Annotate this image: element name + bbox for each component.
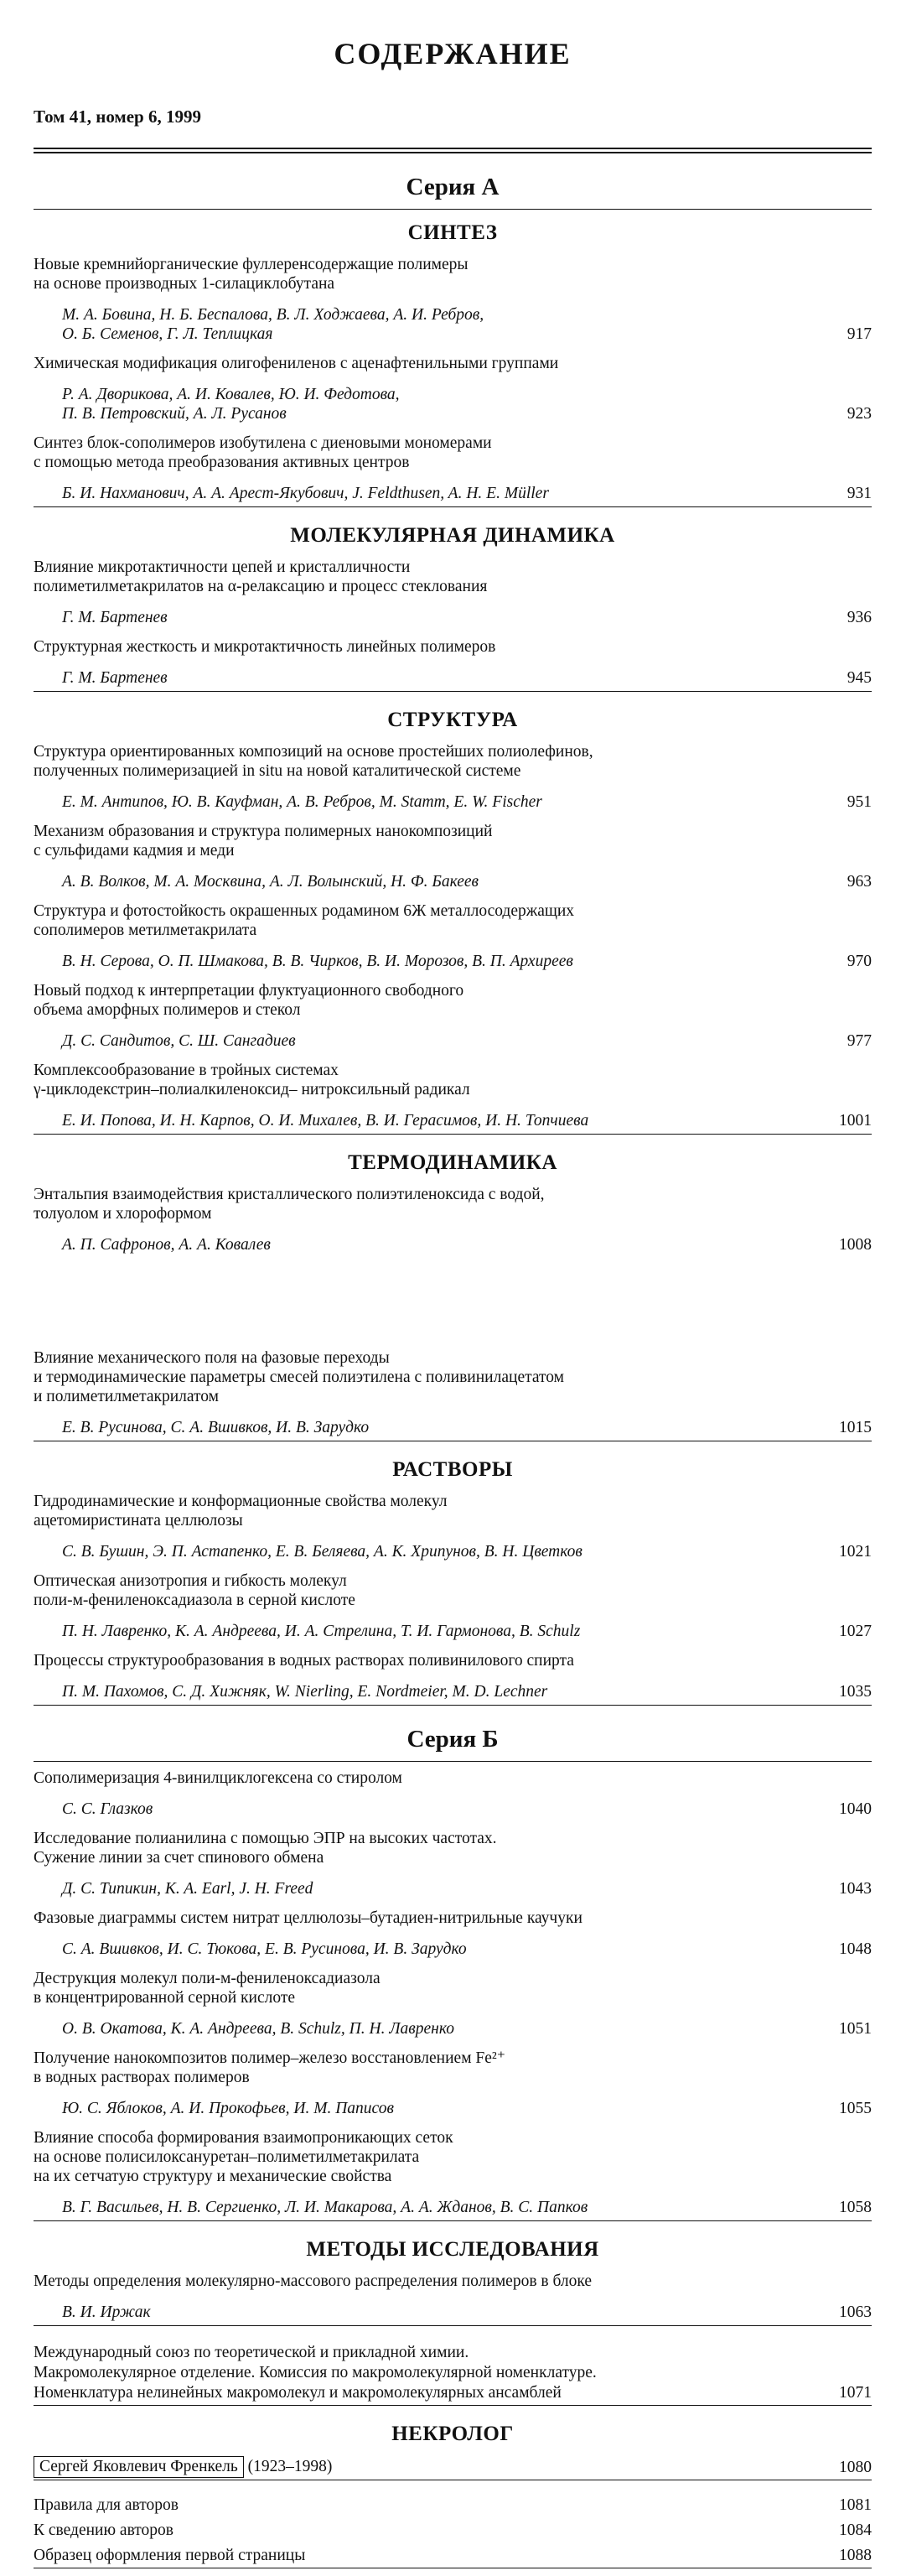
spacer bbox=[34, 2326, 872, 2338]
entry-page-number: 963 bbox=[847, 873, 872, 891]
entry-authors-line: Г. М. Бартенев bbox=[62, 669, 168, 687]
misc-label: Правила для авторов bbox=[34, 2496, 179, 2514]
series-a bbox=[34, 170, 872, 1706]
entry-author-row bbox=[34, 472, 872, 507]
entry-author-row bbox=[34, 1867, 872, 1902]
entry-authors bbox=[34, 305, 821, 344]
entry-page-number: 1027 bbox=[839, 1623, 872, 1640]
entry-page-number: 1084 bbox=[839, 2521, 872, 2539]
entry-authors bbox=[34, 1111, 821, 1130]
entry-authors bbox=[34, 2099, 821, 2118]
entry-authors-line: А. В. Волков, М. А. Москвина, А. Л. Волынский, Н. Ф. Бакеев bbox=[62, 873, 479, 891]
entry-title-line: Гидродинамические и конформационные свойства молекул bbox=[34, 1493, 448, 1510]
entry-author-row bbox=[34, 2186, 872, 2221]
entry-page-number: 923 bbox=[847, 405, 872, 423]
iupac-line: Номенклатура нелинейных макромолекул и макромолекулярных ансамблей bbox=[34, 2384, 562, 2402]
entry-authors-line: Г. М. Бартенев bbox=[62, 609, 168, 626]
entry-title-line: на основе полисилоксануретан–полиметилметакрилата bbox=[34, 2148, 420, 2166]
entry-title-line: объема аморфных полимеров и стекол bbox=[34, 1001, 301, 1019]
entry-title bbox=[34, 1822, 872, 1867]
entry-author-row bbox=[34, 2087, 872, 2122]
entry-title-line: и термодинамические параметры смесей полиэтилена с поливинилацетатом bbox=[34, 1368, 564, 1386]
iupac-text bbox=[34, 2343, 821, 2403]
entry-page-number: 1080 bbox=[839, 2459, 872, 2476]
entry-title bbox=[34, 1644, 872, 1670]
entry-authors bbox=[34, 2303, 821, 2322]
entry-title bbox=[34, 1565, 872, 1610]
section-heading: СТРУКТУРА bbox=[387, 709, 518, 731]
entry-authors-line: Е. М. Антипов, Ю. В. Кауфман, А. В. Ребров, M. Stamm, E. W. Fischer bbox=[62, 793, 542, 811]
entry-author-row bbox=[34, 1928, 872, 1962]
toc-entry[interactable] bbox=[34, 895, 872, 974]
entry-authors bbox=[34, 792, 821, 812]
entry-authors-line: В. И. Иржак bbox=[62, 2303, 151, 2321]
entry-title-line: Сужение линии за счет спинового обмена bbox=[34, 1849, 324, 1867]
toc-entry[interactable] bbox=[34, 1762, 872, 1822]
toc-entry[interactable] bbox=[34, 1962, 872, 2042]
entry-authors-line: Ю. С. Яблоков, А. И. Прокофьев, И. М. Паписов bbox=[62, 2100, 394, 2117]
entry-authors-line: Е. В. Русинова, С. А. Вшивков, И. В. Зарудко bbox=[62, 1419, 370, 1436]
entry-title-line: Новый подход к интерпретации флуктуационного свободного bbox=[34, 982, 464, 1000]
entry-title bbox=[34, 1485, 872, 1530]
entry-page-number: 1088 bbox=[839, 2547, 872, 2564]
entry-page-number: 1071 bbox=[839, 2384, 872, 2402]
entry-authors bbox=[34, 1800, 821, 1819]
entry-authors-line: А. П. Сафронов, А. А. Ковалев bbox=[62, 1236, 271, 1254]
entry-title-line: Новые кремнийорганические фуллеренсодержащие полимеры bbox=[34, 256, 469, 273]
entry-author-row bbox=[34, 2291, 872, 2326]
entry-page-number: 1063 bbox=[839, 2303, 872, 2321]
entry-title-line: Влияние способа формирования взаимопроникающих сеток bbox=[34, 2129, 453, 2147]
entry-title-line: Структура ориентированных композиций на основе простейших полиолефинов, bbox=[34, 743, 593, 761]
entry-author-row bbox=[34, 860, 872, 895]
entry-page-number: 1081 bbox=[839, 2496, 872, 2514]
obituary-years: (1923–1998) bbox=[243, 2458, 333, 2475]
entry-title-line: в концентрированной серной кислоте bbox=[34, 1989, 296, 2007]
entry-title-line: Влияние микротактичности цепей и кристалличности bbox=[34, 558, 411, 576]
toc-entry[interactable] bbox=[34, 248, 872, 347]
toc-entry[interactable] bbox=[34, 1178, 872, 1258]
entry-authors-line: Б. И. Нахманович, А. А. Арест-Якубович, J. Feldthusen, A. H. E. Müller bbox=[62, 485, 549, 502]
series-b-heading: Серия Б bbox=[406, 1726, 499, 1753]
section-heading: МОЛЕКУЛЯРНАЯ ДИНАМИКА bbox=[290, 524, 615, 547]
entry-authors-line: П. Н. Лавренко, К. А. Андреева, И. А. Стрелина, Т. И. Гармонова, B. Schulz bbox=[62, 1623, 581, 1640]
entry-page-number: 1008 bbox=[839, 1236, 872, 1254]
entry-title-line: в водных растворах полимеров bbox=[34, 2069, 250, 2086]
toc-entry[interactable] bbox=[34, 1822, 872, 1902]
entry-authors-line: Д. С. Типикин, K. A. Earl, J. H. Freed bbox=[62, 1880, 313, 1898]
entry-author-row bbox=[34, 373, 872, 427]
entry-title-line: Комплексообразование в тройных системах bbox=[34, 1062, 339, 1079]
toc-entry[interactable] bbox=[34, 1644, 872, 1706]
entry-title bbox=[34, 735, 872, 781]
entry-title bbox=[34, 1762, 872, 1788]
entry-title bbox=[34, 815, 872, 860]
entry-title bbox=[34, 1178, 872, 1223]
series-a-heading: Серия А bbox=[406, 174, 500, 200]
entry-authors bbox=[34, 1940, 821, 1959]
entry-authors-line: Р. А. Дворикова, А. И. Ковалев, Ю. И. Федотова, bbox=[62, 386, 400, 403]
toc-entry[interactable] bbox=[34, 347, 872, 427]
entry-title-line: Структура и фотостойкость окрашенных родамином 6Ж металлосодержащих bbox=[34, 902, 575, 920]
entry-page-number: 1001 bbox=[839, 1112, 872, 1130]
entry-author-row bbox=[34, 1788, 872, 1822]
entry-title-line: поли-м-фениленоксадиазола в серной кислоте bbox=[34, 1592, 355, 1609]
entry-title-line: Механизм образования и структура полимерных нанокомпозиций bbox=[34, 823, 493, 840]
toc-entry[interactable] bbox=[34, 427, 872, 507]
entry-title bbox=[34, 2122, 872, 2186]
entry-title-line: Химическая модификация олигофениленов с аценафтенильными группами bbox=[34, 355, 559, 372]
iupac-line: Макромолекулярное отделение. Комиссия по макромолекулярной номенклатуре. bbox=[34, 2364, 597, 2381]
entry-author-row bbox=[34, 1020, 872, 1054]
misc-entry[interactable] bbox=[34, 2542, 872, 2568]
entry-page-number: 1051 bbox=[839, 2020, 872, 2038]
entry-title bbox=[34, 1962, 872, 2007]
toc-entry[interactable] bbox=[34, 2265, 872, 2326]
series-rule bbox=[34, 209, 872, 210]
entry-authors-line: Д. С. Сандитов, С. Ш. Сангадиев bbox=[62, 1032, 296, 1050]
entry-title-line: на их сетчатую структуру и механические свойства bbox=[34, 2168, 392, 2185]
iupac-entry[interactable] bbox=[34, 2338, 872, 2406]
entry-author-row bbox=[34, 596, 872, 631]
entry-authors bbox=[34, 1879, 821, 1898]
entry-author-row bbox=[34, 293, 872, 347]
toc-entry[interactable] bbox=[34, 815, 872, 895]
entry-title-line: Оптическая анизотропия и гибкость молекул bbox=[34, 1572, 347, 1590]
entry-authors bbox=[34, 385, 821, 423]
entry-title bbox=[34, 347, 872, 373]
entry-authors-line: В. Г. Васильев, Н. В. Сергиенко, Л. И. Макарова, А. А. Жданов, В. С. Папков bbox=[62, 2199, 588, 2216]
entry-page-number: 1058 bbox=[839, 2199, 872, 2216]
page-title: СОДЕРЖАНИЕ bbox=[334, 37, 572, 70]
obituary-name: Сергей Яковлевич Френкель bbox=[34, 2456, 244, 2478]
toc-entry[interactable] bbox=[34, 1054, 872, 1135]
entry-author-row bbox=[34, 657, 872, 692]
entry-title bbox=[34, 551, 872, 596]
misc-entry[interactable] bbox=[34, 2492, 872, 2517]
double-rule bbox=[34, 148, 872, 153]
misc-label: К сведению авторов bbox=[34, 2521, 174, 2539]
entry-page-number: 917 bbox=[847, 325, 872, 343]
entry-title-line: полученных полимеризацией in situ на новой каталитической системе bbox=[34, 762, 521, 780]
entry-page-number: 936 bbox=[847, 609, 872, 626]
entry-author-row bbox=[34, 1610, 872, 1644]
toc-entry[interactable] bbox=[34, 1565, 872, 1644]
entry-authors-line: О. Б. Семенов, Г. Л. Теплицкая bbox=[62, 325, 273, 343]
entry-page-number: 1055 bbox=[839, 2100, 872, 2117]
entry-author-row bbox=[34, 1099, 872, 1135]
entry-authors bbox=[34, 608, 821, 627]
section-heading: ТЕРМОДИНАМИКА bbox=[348, 1151, 557, 1174]
entry-author-row bbox=[34, 1670, 872, 1706]
entry-page-number: 951 bbox=[847, 793, 872, 811]
entry-authors bbox=[34, 872, 821, 891]
entry-page-number: 931 bbox=[847, 485, 872, 502]
section-heading: НЕКРОЛОГ bbox=[391, 2423, 514, 2445]
entry-page-number: 970 bbox=[847, 953, 872, 970]
entry-authors bbox=[34, 1031, 821, 1051]
entry-author-row bbox=[34, 1406, 872, 1441]
entry-page-number: 1040 bbox=[839, 1800, 872, 1818]
entry-title-line: сополимеров метилметакрилата bbox=[34, 922, 257, 939]
entry-authors bbox=[34, 1418, 821, 1437]
entry-authors-line: С. С. Глазков bbox=[62, 1800, 153, 1818]
toc-entry[interactable] bbox=[34, 2122, 872, 2221]
entry-authors bbox=[34, 1622, 821, 1641]
obituary-text bbox=[34, 2456, 821, 2478]
entry-title-line: Процессы структурообразования в водных растворах поливинилового спирта bbox=[34, 1652, 574, 1670]
entry-title-line: Энтальпия взаимодействия кристаллического полиэтиленоксида с водой, bbox=[34, 1186, 545, 1203]
entry-title bbox=[34, 248, 872, 293]
misc-label: Образец оформления первой страницы bbox=[34, 2547, 306, 2564]
iupac-line: Международный союз по теоретической и прикладной химии. bbox=[34, 2344, 469, 2361]
entry-title bbox=[34, 1902, 872, 1928]
entry-page-number: 1048 bbox=[839, 1940, 872, 1958]
section-heading: СИНТЕЗ bbox=[407, 221, 498, 244]
entry-author-row bbox=[34, 1223, 872, 1258]
entry-title-line: с сульфидами кадмия и меди bbox=[34, 842, 235, 860]
entry-title bbox=[34, 974, 872, 1020]
entry-title bbox=[34, 1342, 872, 1406]
entry-authors-line: П. В. Петровский, А. Л. Русанов bbox=[62, 405, 287, 423]
entry-title-line: Исследование полианилина с помощью ЭПР на высоких частотах. bbox=[34, 1830, 497, 1847]
entry-title bbox=[34, 631, 872, 657]
toc-entry[interactable] bbox=[34, 974, 872, 1054]
issue-info: Том 41, номер 6, 1999 bbox=[34, 106, 201, 127]
entry-authors-line: В. Н. Серова, О. П. Шмакова, В. В. Чирков, В. И. Морозов, В. П. Архиреев bbox=[62, 953, 573, 970]
toc-entry[interactable] bbox=[34, 735, 872, 815]
entry-title-line: и полиметилметакрилатом bbox=[34, 1388, 220, 1405]
entry-authors bbox=[34, 952, 821, 971]
misc-entry[interactable] bbox=[34, 2517, 872, 2542]
toc-entry[interactable] bbox=[34, 1485, 872, 1565]
entry-title-line: Деструкция молекул поли-м-фениленоксадиазола bbox=[34, 1970, 381, 1987]
entry-authors bbox=[34, 1682, 821, 1701]
entry-authors bbox=[34, 484, 821, 503]
entry-title-line: толуолом и хлороформом bbox=[34, 1205, 212, 1223]
toc-entry[interactable] bbox=[34, 1342, 872, 1441]
entry-authors-line: Е. И. Попова, И. Н. Карпов, О. И. Михалев, В. И. Герасимов, И. Н. Топчиева bbox=[62, 1112, 589, 1130]
entry-page-number: 945 bbox=[847, 669, 872, 687]
entry-title bbox=[34, 2042, 872, 2087]
toc-entry[interactable] bbox=[34, 551, 872, 631]
contents-page bbox=[34, 0, 872, 2568]
entry-authors-line: П. М. Пахомов, С. Д. Хижняк, W. Nierling, E. Nordmeier, M. D. Lechner bbox=[62, 1683, 548, 1701]
entry-title-line: Получение нанокомпозитов полимер–железо восстановлением Fe²⁺ bbox=[34, 2049, 506, 2067]
entry-title-line: с помощью метода преобразования активных центров bbox=[34, 454, 410, 471]
section-heading: МЕТОДЫ ИССЛЕДОВАНИЯ bbox=[306, 2238, 599, 2261]
entry-page-number: 1043 bbox=[839, 1880, 872, 1898]
obituary-entry[interactable] bbox=[34, 2449, 872, 2480]
entry-authors-line: С. А. Вшивков, И. С. Тюкова, Е. В. Русинова, И. В. Зарудко bbox=[62, 1940, 467, 1958]
entry-title-line: на основе производных 1-силациклобутана bbox=[34, 275, 335, 293]
entry-author-row bbox=[34, 2007, 872, 2042]
entry-authors-line: С. В. Бушин, Э. П. Астапенко, Е. В. Беляева, А. К. Хрипунов, В. Н. Цветков bbox=[62, 1543, 583, 1561]
toc-entry[interactable] bbox=[34, 1902, 872, 1962]
entry-title-line: Влияние механического поля на фазовые переходы bbox=[34, 1349, 390, 1367]
entry-authors-line: О. В. Окатова, К. А. Андреева, B. Schulz, П. Н. Лавренко bbox=[62, 2020, 454, 2038]
entry-title-line: Методы определения молекулярно-массового распределения полимеров в блоке bbox=[34, 2272, 593, 2290]
entry-authors bbox=[34, 668, 821, 688]
blank-gap bbox=[34, 1258, 872, 1342]
entry-title-line: ацетомиристината целлюлозы bbox=[34, 1512, 243, 1530]
entry-author-row bbox=[34, 781, 872, 815]
entry-title-line: полиметилметакрилатов на α-релаксацию и процесс стеклования bbox=[34, 578, 488, 595]
entry-authors bbox=[34, 2198, 821, 2217]
toc-entry[interactable] bbox=[34, 2042, 872, 2122]
entry-authors bbox=[34, 1542, 821, 1561]
spacer bbox=[34, 2480, 872, 2492]
entry-title-line: Синтез блок-сополимеров изобутилена с диеновыми мономерами bbox=[34, 434, 492, 452]
entry-page-number: 977 bbox=[847, 1032, 872, 1050]
entry-title bbox=[34, 2265, 872, 2291]
entry-title-line: Структурная жесткость и микротактичность линейных полимеров bbox=[34, 638, 496, 656]
entry-title bbox=[34, 427, 872, 472]
entry-title-line: Фазовые диаграммы систем нитрат целлюлозы–бутадиен-нитрильные каучуки bbox=[34, 1909, 583, 1927]
entry-page-number: 1021 bbox=[839, 1543, 872, 1561]
entry-title-line: Сополимеризация 4-винилциклогексена со стиролом bbox=[34, 1769, 402, 1787]
toc-entry[interactable] bbox=[34, 631, 872, 692]
entry-page-number: 1035 bbox=[839, 1683, 872, 1701]
entry-title bbox=[34, 895, 872, 940]
entry-authors bbox=[34, 2019, 821, 2038]
series-b bbox=[34, 1722, 872, 2568]
entry-title-line: γ-циклодекстрин–полиалкиленоксид– нитроксильный радикал bbox=[34, 1081, 470, 1098]
section-heading: РАСТВОРЫ bbox=[392, 1458, 513, 1481]
entry-authors-line: М. А. Бовина, Н. Б. Беспалова, В. Л. Ходжаева, А. И. Ребров, bbox=[62, 306, 484, 324]
entry-page-number: 1015 bbox=[839, 1419, 872, 1436]
entry-author-row bbox=[34, 940, 872, 974]
entry-title bbox=[34, 1054, 872, 1099]
entry-authors bbox=[34, 1235, 821, 1254]
entry-author-row bbox=[34, 1530, 872, 1565]
